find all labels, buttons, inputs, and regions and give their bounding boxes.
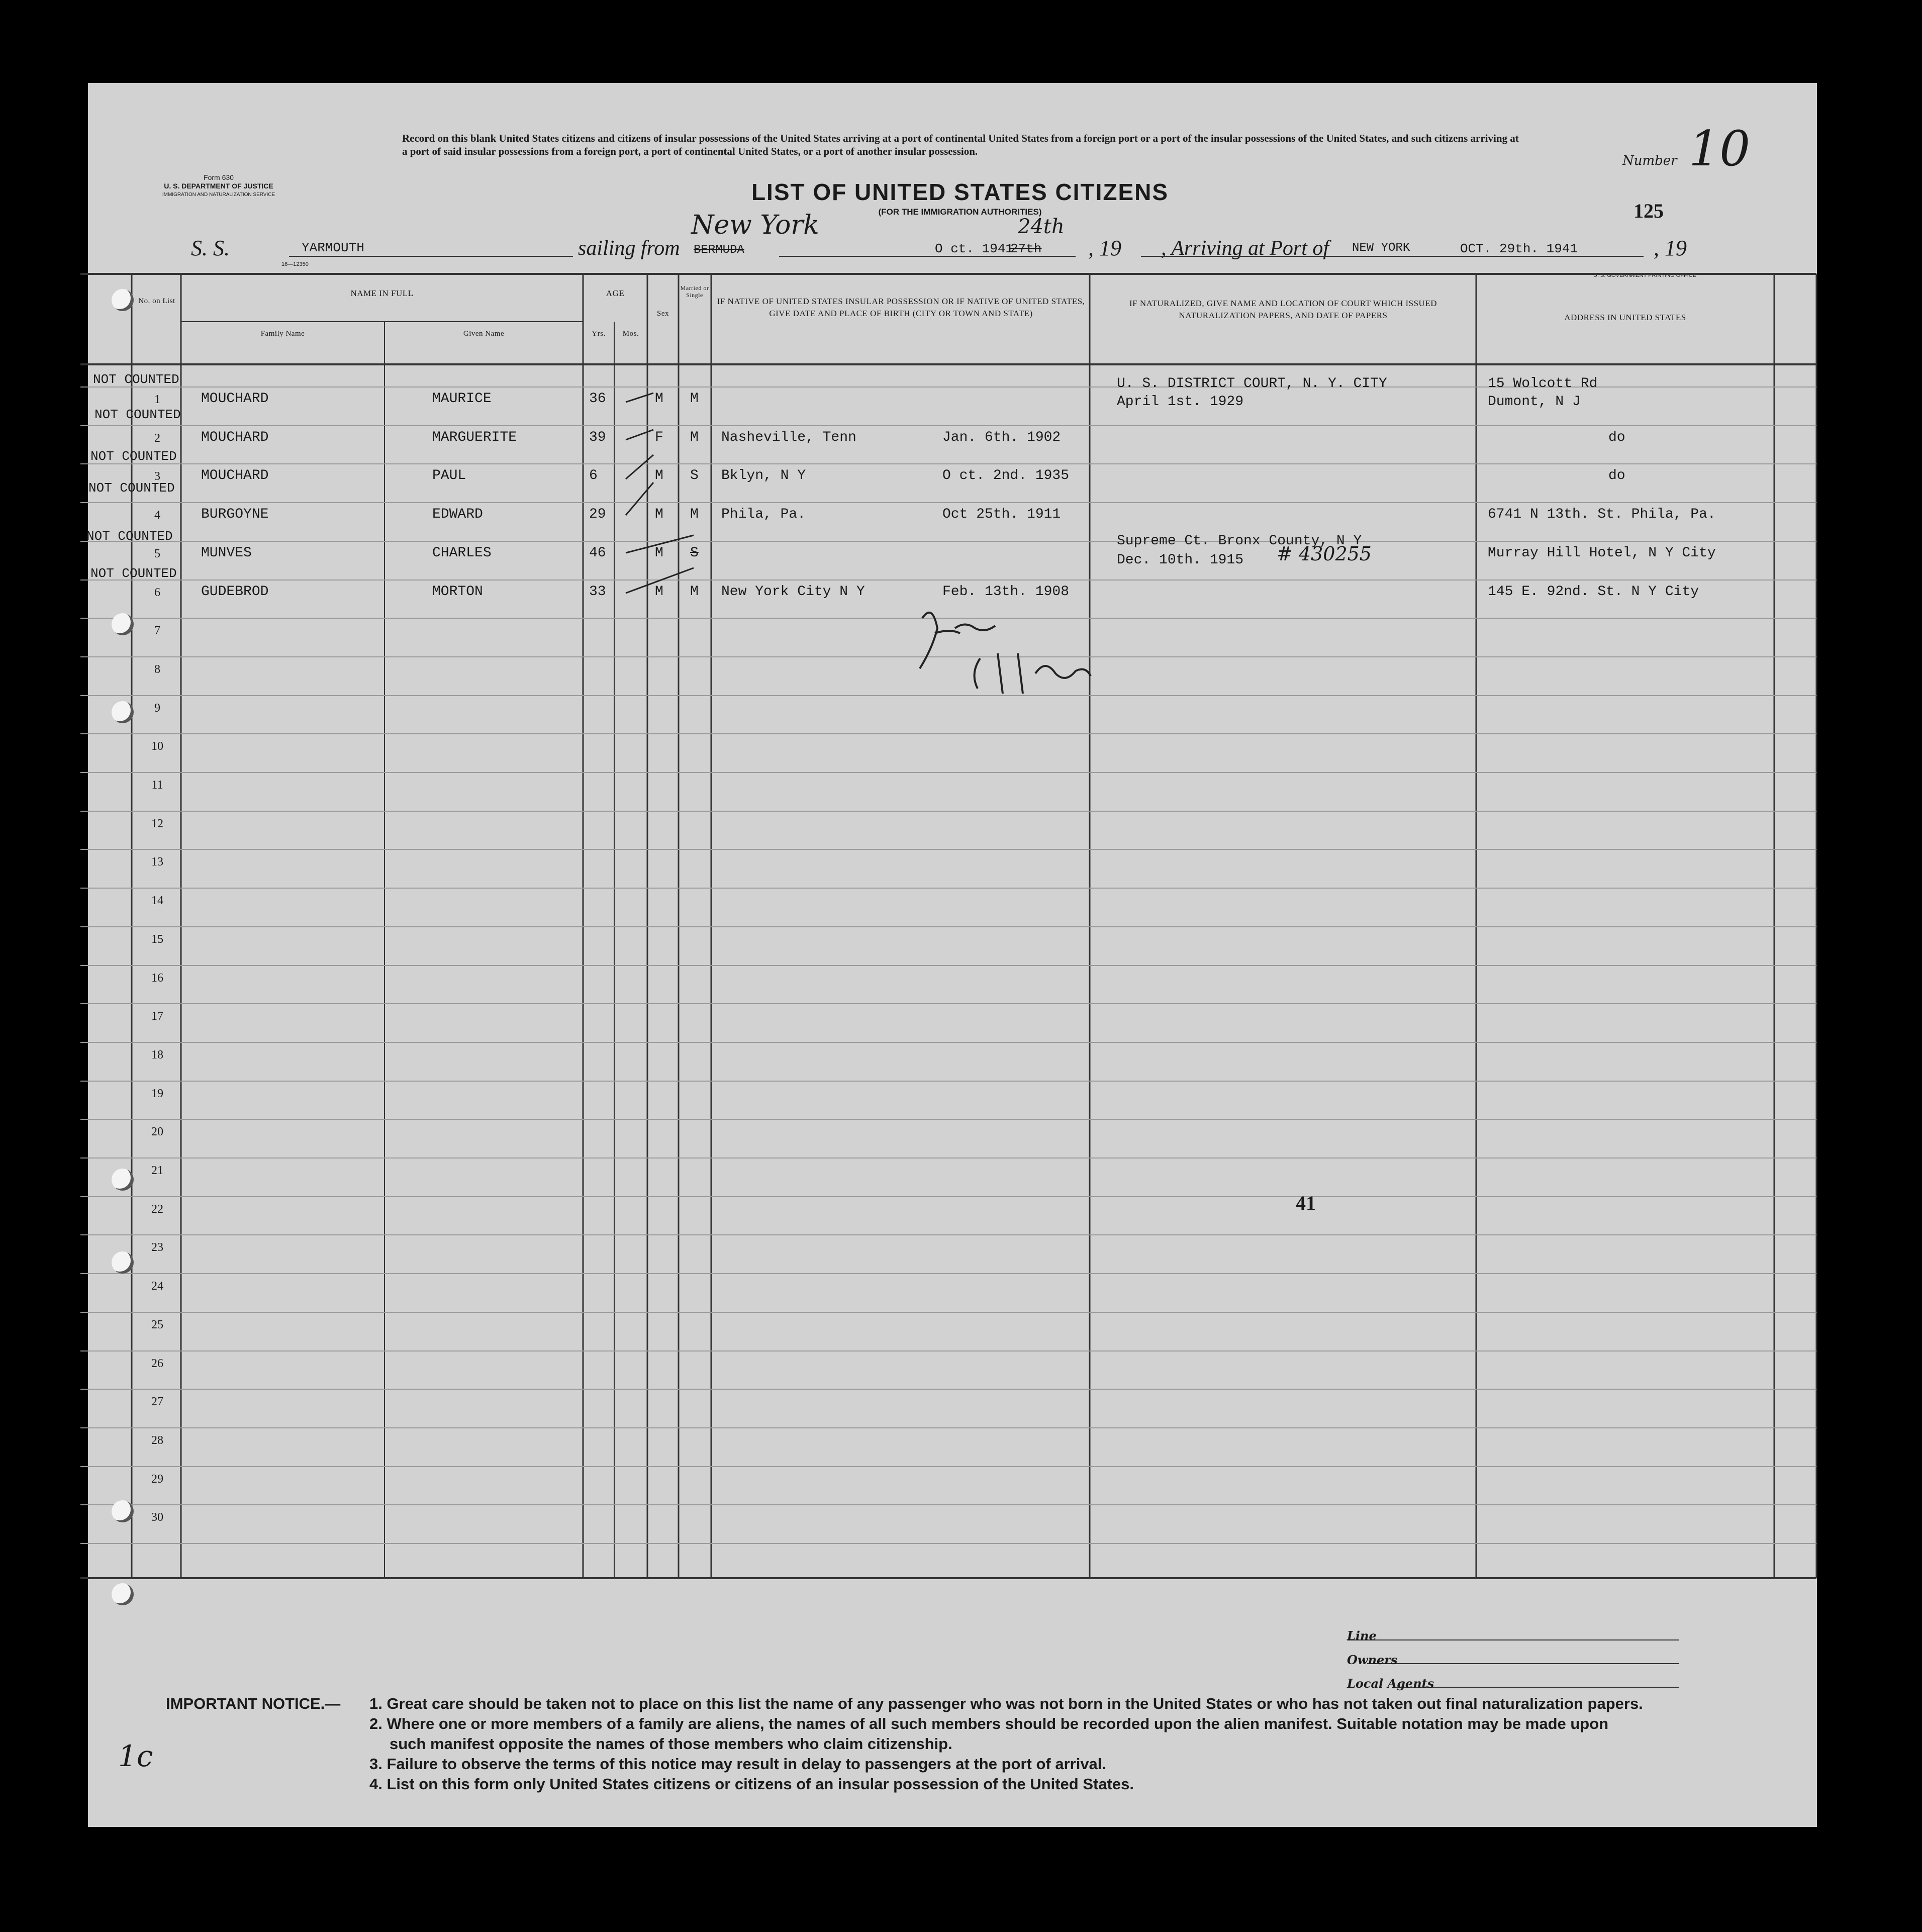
not-counted-stamp: NOT COUNTED [93,372,179,387]
header-age: AGE [606,288,625,298]
sailing-label: sailing from [578,237,680,260]
header-married-single: Married or Single [680,284,709,299]
number-value: 10 [1689,121,1751,177]
header-no-on-list: No. on List [138,297,175,305]
age-years: 33 [589,584,606,600]
marital-status: M [690,430,699,445]
birth-date: O ct. 2nd. 1935 [942,468,1070,484]
line-number: 22 [151,1203,163,1216]
gpo-note: U. S. GOVERNMENT PRINTING OFFICE [1593,272,1697,278]
marital-status: S [690,545,699,561]
family-name: MOUCHARD [201,430,269,445]
address: do [1608,468,1625,484]
address-line-2: Dumont, N J [1488,394,1581,410]
not-counted-stamp: NOT COUNTED [86,529,173,544]
given-name: MARGUERITE [432,430,517,445]
agents-label: Local Agents [1347,1676,1434,1691]
line-number: 4 [154,509,160,522]
not-counted-stamp: NOT COUNTED [94,407,181,422]
binder-hole [112,1169,134,1191]
given-name: EDWARD [432,507,483,522]
signature-text-2 [975,653,978,654]
binder-hole [112,1583,134,1605]
court-name: U. S. DISTRICT COURT, N. Y. CITY [1117,376,1387,392]
line-number: 2 [154,432,160,445]
court-date: Dec. 10th. 1915 [1117,552,1244,568]
header-yrs: Yrs. [592,330,606,338]
line-number: 8 [154,663,160,676]
service: IMMIGRATION AND NATURALIZATION SERVICE [162,192,275,198]
line-number: 10 [151,740,163,753]
ss-label: S. S. [191,236,230,260]
owners-label: Owners [1347,1653,1398,1667]
marital-status: M [690,507,699,522]
line-number: 9 [154,702,160,715]
line-number: 28 [151,1434,163,1447]
not-counted-stamp: NOT COUNTED [90,449,177,464]
binder-hole [112,1500,134,1522]
ship-name: YARMOUTH [302,240,364,255]
header-family-name: Family Name [260,330,305,338]
sex: M [655,468,663,484]
address: 15 Wolcott Rd [1488,376,1598,392]
court-date: April 1st. 1929 [1117,394,1244,410]
line-number: 5 [154,547,160,560]
sex: M [655,545,663,561]
notice-1: 1. Great care should be taken not to place on this list the name of any passenger who was not born in the United States or who has not taken out final naturalization papers. [369,1695,1643,1712]
departure-date-handwritten: 24th [1018,215,1065,238]
year-suffix-2: , 19 [1654,236,1687,260]
notice-heading: IMPORTANT NOTICE.— [166,1695,341,1712]
arrival-date: OCT. 29th. 1941 [1460,241,1578,256]
marital-status: M [690,584,699,600]
family-name: MOUCHARD [201,391,269,407]
address: 6741 N 13th. St. Phila, Pa. [1488,507,1716,522]
line-number: 24 [151,1280,163,1293]
notice-2-cont: such manifest opposite the names of those members who claim citizenship. [390,1735,952,1753]
form-number: Form 630 [204,173,234,181]
arrival-port: NEW YORK [1352,241,1410,255]
line-number: 23 [151,1241,163,1254]
sex: M [655,507,663,522]
line-number: 16 [151,972,163,985]
birth-date: Feb. 13th. 1908 [942,584,1070,600]
line-number: 18 [151,1048,163,1061]
sailing-from-handwritten: New York [691,210,819,240]
line-number: 29 [151,1473,163,1486]
address: Murray Hill Hotel, N Y City [1488,545,1716,561]
sex: F [655,430,663,445]
line-number: 17 [151,1010,163,1023]
birthplace: New York City N Y [721,584,865,600]
age-years: 39 [589,430,606,445]
header-address: ADDRESS IN UNITED STATES [1564,313,1686,322]
address: 145 E. 92nd. St. N Y City [1488,584,1699,600]
sailing-from-struck: BERMUDA [694,243,744,257]
birthplace: Bklyn, N Y [721,468,806,484]
address: do [1608,430,1625,445]
given-name: PAUL [432,468,466,484]
family-name: MUNVES [201,545,252,561]
line-number: 27 [151,1395,163,1408]
departure-date-struck: 27th [1010,241,1042,256]
not-counted-stamp: NOT COUNTED [90,566,177,581]
binder-hole [112,1251,134,1274]
line-number: 13 [151,855,163,868]
arriving-label: , Arriving at Port of [1161,237,1329,260]
header-naturalized: IF NATURALIZED, GIVE NAME AND LOCATION OF COURT WHICH ISSUED NATURALIZATION PAPERS, AND DATE OF PAPERS [1129,299,1437,320]
header-native: IF NATIVE OF UNITED STATES INSULAR POSSESSION OR IF NATIVE OF UNITED STATES, GIVE DATE AND PLACE OF BIRTH (CITY OR TOWN AND STATE) [717,297,1085,318]
given-name: CHARLES [432,545,492,561]
inspector-signature [920,613,1091,694]
line-number: 20 [151,1125,163,1138]
given-name: MAURICE [432,391,492,407]
header-mos: Mos. [622,330,639,338]
certificate-number: # 430255 [1277,543,1372,565]
age-years: 46 [589,545,606,561]
year-suffix: , 19 [1088,236,1121,260]
line-number: 26 [151,1357,163,1370]
form-title: LIST OF UNITED STATES CITIZENS [751,179,1169,205]
line-number: 1 [154,393,160,406]
header-name-in-full: NAME IN FULL [350,288,414,298]
given-name: MORTON [432,584,483,600]
binder-hole [112,701,134,723]
age-years: 6 [589,468,598,484]
line-number: 6 [154,586,160,599]
line-number: 21 [151,1164,163,1177]
page-count: 41 [1296,1192,1316,1214]
line-number: 19 [151,1087,163,1100]
age-years: 29 [589,507,606,522]
number-label: Number [1622,153,1677,168]
marital-status: M [690,391,699,407]
family-name: BURGOYNE [201,507,269,522]
small-code: 16—12350 [281,261,309,267]
line-number: 11 [151,779,163,792]
signature-text-1 [945,608,948,609]
line-number: 15 [151,933,163,946]
line-number: 14 [151,894,163,907]
birth-date: Oct 25th. 1911 [942,507,1061,522]
margin-mark: 1c [118,1739,153,1773]
line-number: 3 [154,470,160,483]
binder-hole [112,289,134,311]
line-label: Line [1347,1628,1377,1643]
marital-status: S [690,468,699,484]
sex: M [655,391,663,407]
page-number: 125 [1633,200,1664,222]
line-number: 25 [151,1318,163,1331]
header-sex: Sex [657,310,669,318]
family-name: GUDEBROD [201,584,269,600]
sex: M [655,584,663,600]
family-name: MOUCHARD [201,468,269,484]
court-name: Supreme Ct. Bronx County, N Y [1117,533,1362,549]
instructions: Record on this blank United States citizens and citizens of insular possessions of the United States arriving at a port of continental United States from a foreign port or a port of the insular possessions of the United States, and such citizens arriving at a port of said insular possessions from a foreign port, a port of continental United States, or a port of another insular possession. [402,132,1519,157]
binder-hole [112,613,134,635]
line-number: 7 [154,624,160,637]
line-number: 12 [151,817,163,830]
not-counted-stamp: NOT COUNTED [88,480,175,496]
age-years: 36 [589,391,606,407]
notice-3: 3. Failure to observe the terms of this notice may result in delay to passengers at the port of arrival. [369,1755,1107,1773]
birth-date: Jan. 6th. 1902 [942,430,1061,445]
department: U. S. DEPARTMENT OF JUSTICE [164,182,273,190]
notice-4: 4. List on this form only United States citizens or citizens of an insular possession of the United States. [369,1775,1134,1793]
departure-date: O ct. 1941 [935,241,1014,256]
notice-2: 2. Where one or more members of a family are aliens, the names of all such members should be recorded upon the alien manifest. Suitable notation may be made upon [369,1715,1609,1732]
birthplace: Phila, Pa. [721,507,806,522]
line-number: 30 [151,1511,163,1524]
birthplace: Nasheville, Tenn [721,430,856,445]
header-given-name: Given Name [463,330,505,338]
form-subtitle: (FOR THE IMMIGRATION AUTHORITIES) [878,207,1042,217]
